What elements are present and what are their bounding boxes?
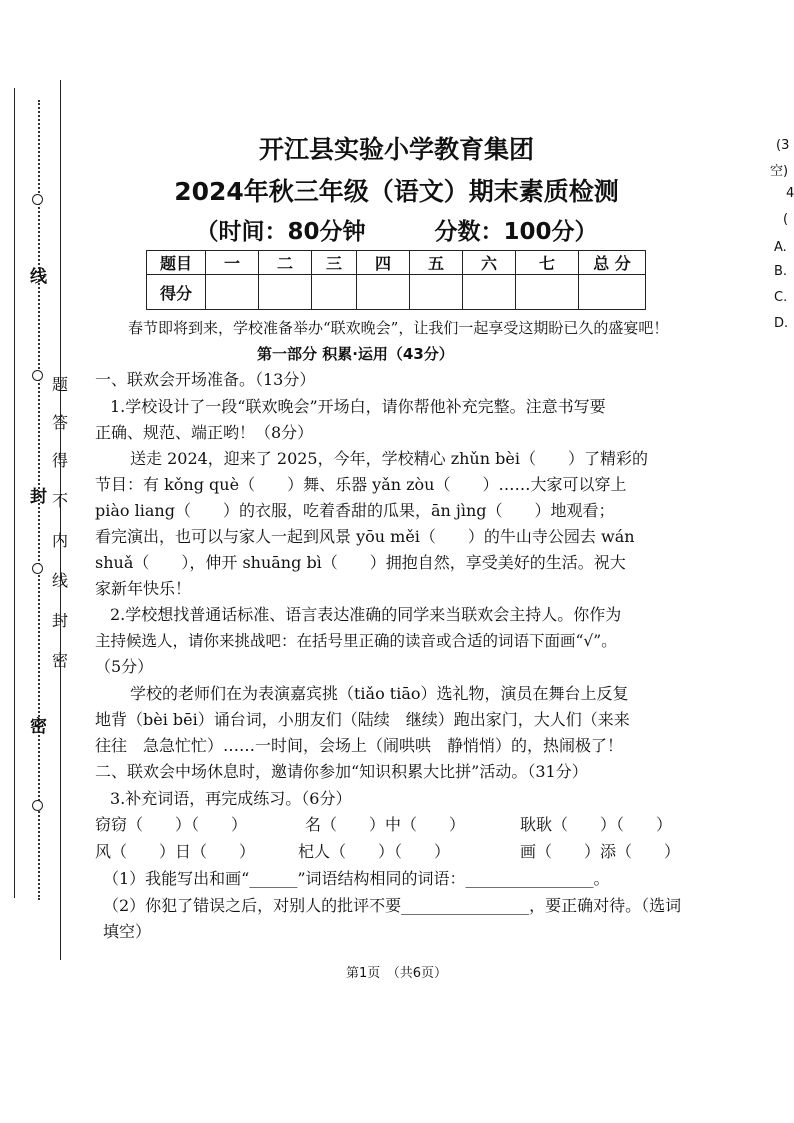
q2-prompt: 2.学校想找普通话标准、语言表达准确的同学来当联欢会主持人。你作为 <box>110 605 622 624</box>
q2-points: （5分） <box>95 657 154 676</box>
score-header-cell: 六 <box>463 251 516 275</box>
q3-sub2[interactable]: （2）你犯了错误之后，对别人的批评不要________________，要正确对待。（选词 <box>103 896 682 915</box>
q2-passage: 地背（bèi bēi）诵台词，小朋友们（陆续 继续）跑出家门，大人们（来来 <box>95 710 630 729</box>
score-cell[interactable] <box>579 275 646 310</box>
margin-char: 封 <box>52 611 69 630</box>
score-row-label: 得分 <box>147 275 206 310</box>
score-table <box>146 250 646 310</box>
score-header-cell: 五 <box>410 251 463 275</box>
idiom-blank[interactable]: 窃窃（ ）（ ） <box>95 815 248 834</box>
binding-line-outer <box>14 88 15 898</box>
q1-passage: shuǎ（ ），伸开 shuāng bì（ ）拥抱自然，享受美好的生活。祝大 <box>95 553 626 572</box>
right-fragment: 4 <box>786 186 794 201</box>
score-header-cell: 总 分 <box>579 251 646 275</box>
idiom-blank[interactable]: 杞人（ ）（ ） <box>298 842 451 861</box>
intro-text: 春节即将到来，学校准备举办“联欢晚会”，让我们一起享受这期盼已久的盛宴吧！ <box>128 319 669 337</box>
right-fragment: C. <box>774 290 788 305</box>
score-cell[interactable] <box>312 275 357 310</box>
q2-passage: 往往 急急忙忙）……一时间，会场上（闹哄哄 静悄悄）的，热闹极了！ <box>95 736 624 755</box>
binding-circle <box>32 370 43 381</box>
q1-passage: 节目：有 kǒng què（ ）舞、乐器 yǎn zòu（ ）……大家可以穿上 <box>95 475 627 494</box>
margin-char: 答 <box>52 413 69 432</box>
q1-prompt-cont: 正确、规范、端正哟！（8分） <box>95 423 314 442</box>
section1-heading: 一、联欢会开场准备。（13分） <box>95 370 316 389</box>
score-cell[interactable] <box>516 275 579 310</box>
section2-heading: 二、联欢会中场休息时，邀请你参加“知识积累大比拼”活动。（31分） <box>95 762 588 781</box>
right-fragment: D. <box>774 316 789 331</box>
score-header-cell: 七 <box>516 251 579 275</box>
exam-title: 2024年秋三年级（语文）期末素质检测 <box>174 177 619 206</box>
idiom-blank[interactable]: 风（ ）日（ ） <box>95 842 256 861</box>
q1-passage: 送走 2024，迎来了 2025，今年，学校精心 zhǔn bèi（ ）了精彩的 <box>130 449 648 468</box>
margin-char: 密 <box>30 717 47 737</box>
margin-char: 得 <box>52 451 69 470</box>
q2-prompt-cont: 主持候选人，请你来挑战吧：在括号里正确的读音或合适的词语下面画“√”。 <box>95 632 617 650</box>
school-title: 开江县实验小学教育集团 <box>258 135 534 164</box>
margin-char: 封 <box>30 487 47 507</box>
score-header-cell: 题目 <box>147 251 206 275</box>
score-cell[interactable] <box>410 275 463 310</box>
right-fragment: A. <box>774 240 787 255</box>
binding-circle <box>32 800 43 811</box>
q3-prompt: 3.补充词语，再完成练习。（6分） <box>110 789 352 808</box>
q1-passage: 看完演出，也可以与家人一起到风景 yōu měi（ ）的牛山寺公园去 wán <box>95 527 635 546</box>
time-score-line: （时间：80分钟 分数：100分） <box>195 219 598 245</box>
q2-passage: 学校的老师们在为表演嘉宾挑（tiǎo tiāo）选礼物，演员在舞台上反复 <box>130 684 629 703</box>
right-fragment: ( <box>783 212 789 227</box>
score-header-cell: 三 <box>312 251 357 275</box>
right-fragment: (3 <box>776 138 790 153</box>
margin-char: 线 <box>30 267 47 287</box>
margin-char: 内 <box>52 531 69 550</box>
score-header-cell: 二 <box>259 251 312 275</box>
margin-char: 线 <box>52 571 69 590</box>
idiom-blank[interactable]: 耿耿（ ）（ ） <box>520 815 673 834</box>
margin-char: 密 <box>52 651 69 670</box>
score-header-cell: 一 <box>206 251 259 275</box>
binding-circle <box>32 563 43 574</box>
page-footer: 第1页 （共6页） <box>345 966 448 981</box>
q1-prompt: 1.学校设计了一段“联欢晚会”开场白，请你帮他补充完整。注意书写要 <box>110 397 606 416</box>
right-fragment: 空) <box>770 164 789 179</box>
score-cell[interactable] <box>206 275 259 310</box>
right-fragment: B. <box>774 264 788 279</box>
idiom-blank[interactable]: 名（ ）中（ ） <box>305 815 466 834</box>
margin-char: 题 <box>52 375 69 394</box>
score-cell[interactable] <box>463 275 516 310</box>
binding-line-inner <box>60 80 61 960</box>
q1-passage: 家新年快乐！ <box>95 579 192 598</box>
score-cell[interactable] <box>357 275 410 310</box>
idiom-blank[interactable]: 画（ ）添（ ） <box>520 842 681 861</box>
q3-sub2-cont: 填空） <box>103 922 152 941</box>
q3-sub1[interactable]: （1）我能写出和画“______”词语结构相同的词语：________________。 <box>103 869 610 888</box>
margin-char: 不 <box>52 491 69 510</box>
part1-heading: 第一部分 积累·运用（43分） <box>257 345 454 363</box>
q1-passage: piào liang（ ）的衣服，吃着香甜的瓜果，ān jìng（ ）地观看； <box>95 501 615 520</box>
score-cell[interactable] <box>259 275 312 310</box>
score-header-cell: 四 <box>357 251 410 275</box>
